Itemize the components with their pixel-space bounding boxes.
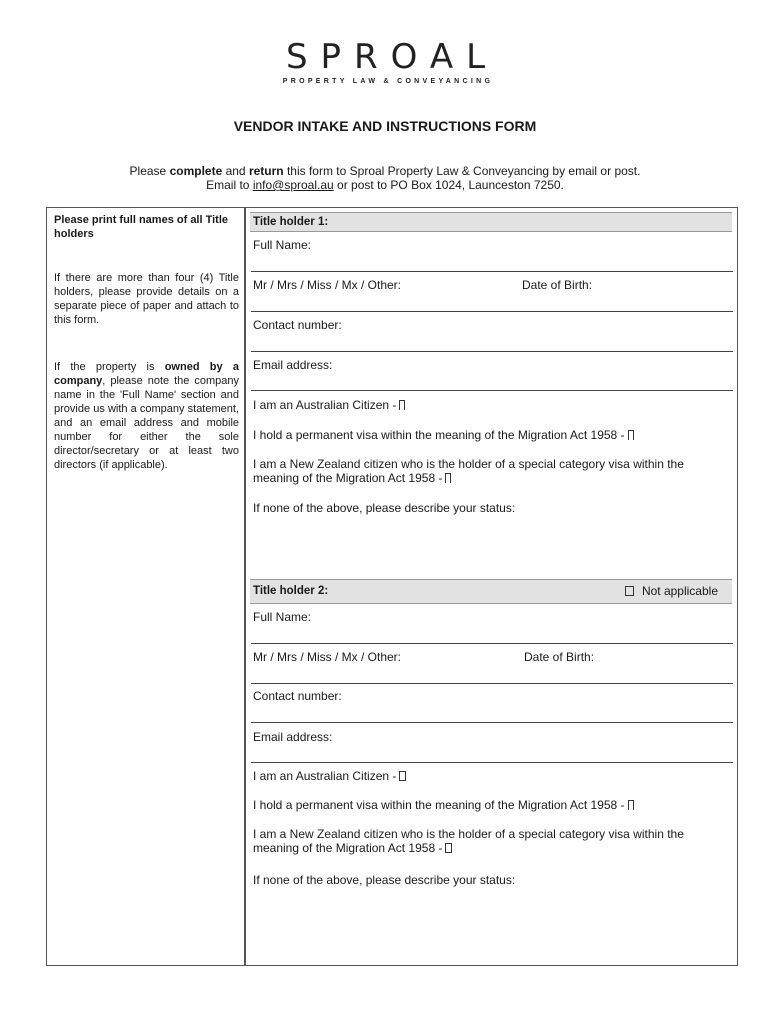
holder1-dob-label: Date of Birth: xyxy=(522,278,593,292)
holder2-contact-field[interactable] xyxy=(251,722,733,723)
form-intro xyxy=(0,164,770,192)
holder1-permanent-visa-checkbox[interactable] xyxy=(628,430,634,440)
form-title: VENDOR INTAKE AND INSTRUCTIONS FORM xyxy=(233,118,537,134)
holder1-email-field[interactable] xyxy=(251,390,733,391)
holder1-permanent-visa-option: I hold a permanent visa within the meaning of the Migration Act 1958 - xyxy=(253,428,634,442)
holder2-citizen-option: I am an Australian Citizen - xyxy=(253,769,406,783)
column-divider xyxy=(244,207,246,966)
instructions-heading: Please print full names of all Title holders xyxy=(54,214,229,240)
holder2-not-applicable[interactable]: Not applicable xyxy=(625,580,718,603)
holder2-email-field[interactable] xyxy=(251,762,733,763)
holder1-nz-citizen-checkbox[interactable] xyxy=(445,473,451,483)
holder1-email-label: Email address: xyxy=(253,358,333,372)
instructions-company: If the property is owned by a company, please note the company name in the 'Full Name' section and provide us with a company statement, and an email address and mobile number for either the sole director/secretary or at least two directors (if applicable). xyxy=(54,361,239,471)
holder1-contact-label: Contact number: xyxy=(253,318,342,332)
intro-line-2: Email to info@sproal.au or post to PO Box 1024, Launceston 7250. xyxy=(206,178,564,192)
holder1-other-status-label: If none of the above, please describe your status: xyxy=(253,501,516,515)
logo-tagline: PROPERTY LAW & CONVEYANCING xyxy=(282,78,494,85)
holder2-nz-citizen-checkbox[interactable] xyxy=(445,843,452,853)
holder1-full-name-label: Full Name: xyxy=(253,238,312,252)
holder2-title-dob-field[interactable] xyxy=(251,683,733,684)
holder1-citizen-checkbox[interactable] xyxy=(399,400,405,410)
holder1-full-name-field[interactable] xyxy=(251,271,733,272)
holder1-contact-field[interactable] xyxy=(251,351,733,352)
holder2-permanent-visa-option: I hold a permanent visa within the meaning of the Migration Act 1958 - xyxy=(253,798,634,812)
holder2-contact-label: Contact number: xyxy=(253,689,342,703)
holder2-dob-label: Date of Birth: xyxy=(524,650,595,664)
holder1-title-dob-field[interactable] xyxy=(251,311,733,312)
holder2-full-name-label: Full Name: xyxy=(253,610,312,624)
logo-wordmark: SPROAL xyxy=(285,37,499,77)
holder1-citizen-option: I am an Australian Citizen - xyxy=(253,398,405,412)
holder2-not-applicable-checkbox[interactable] xyxy=(625,586,634,596)
holder1-title-options: Mr / Mrs / Miss / Mx / Other: xyxy=(253,278,401,292)
email-link[interactable]: info@sproal.au xyxy=(252,178,334,192)
instructions-note: If there are more than four (4) Title holders, please provide details on a separate piece of paper and attach to this form. xyxy=(54,272,239,326)
holder2-other-status-label: If none of the above, please describe your status: xyxy=(253,873,516,887)
holder2-nz-citizen-option: I am a New Zealand citizen who is the holder of a special category visa within the meaning of the Migration Act 1958 - xyxy=(253,827,684,855)
holder2-title-options: Mr / Mrs / Miss / Mx / Other: xyxy=(253,650,401,664)
holder1-nz-citizen-option: I am a New Zealand citizen who is the holder of a special category visa within the meaning of the Migration Act 1958 - xyxy=(253,457,684,485)
holder2-email-label: Email address: xyxy=(253,730,333,744)
holder2-citizen-checkbox[interactable] xyxy=(399,771,406,781)
company-logo xyxy=(0,38,770,85)
holder2-permanent-visa-checkbox[interactable] xyxy=(628,800,634,810)
intro-line-1: Please complete and return this form to Sproal Property Law & Conveyancing by email or post. xyxy=(129,164,641,178)
holder1-header: Title holder 1: xyxy=(250,212,732,232)
holder2-header: Title holder 2: Not applicable xyxy=(250,579,732,604)
holder2-full-name-field[interactable] xyxy=(251,643,733,644)
